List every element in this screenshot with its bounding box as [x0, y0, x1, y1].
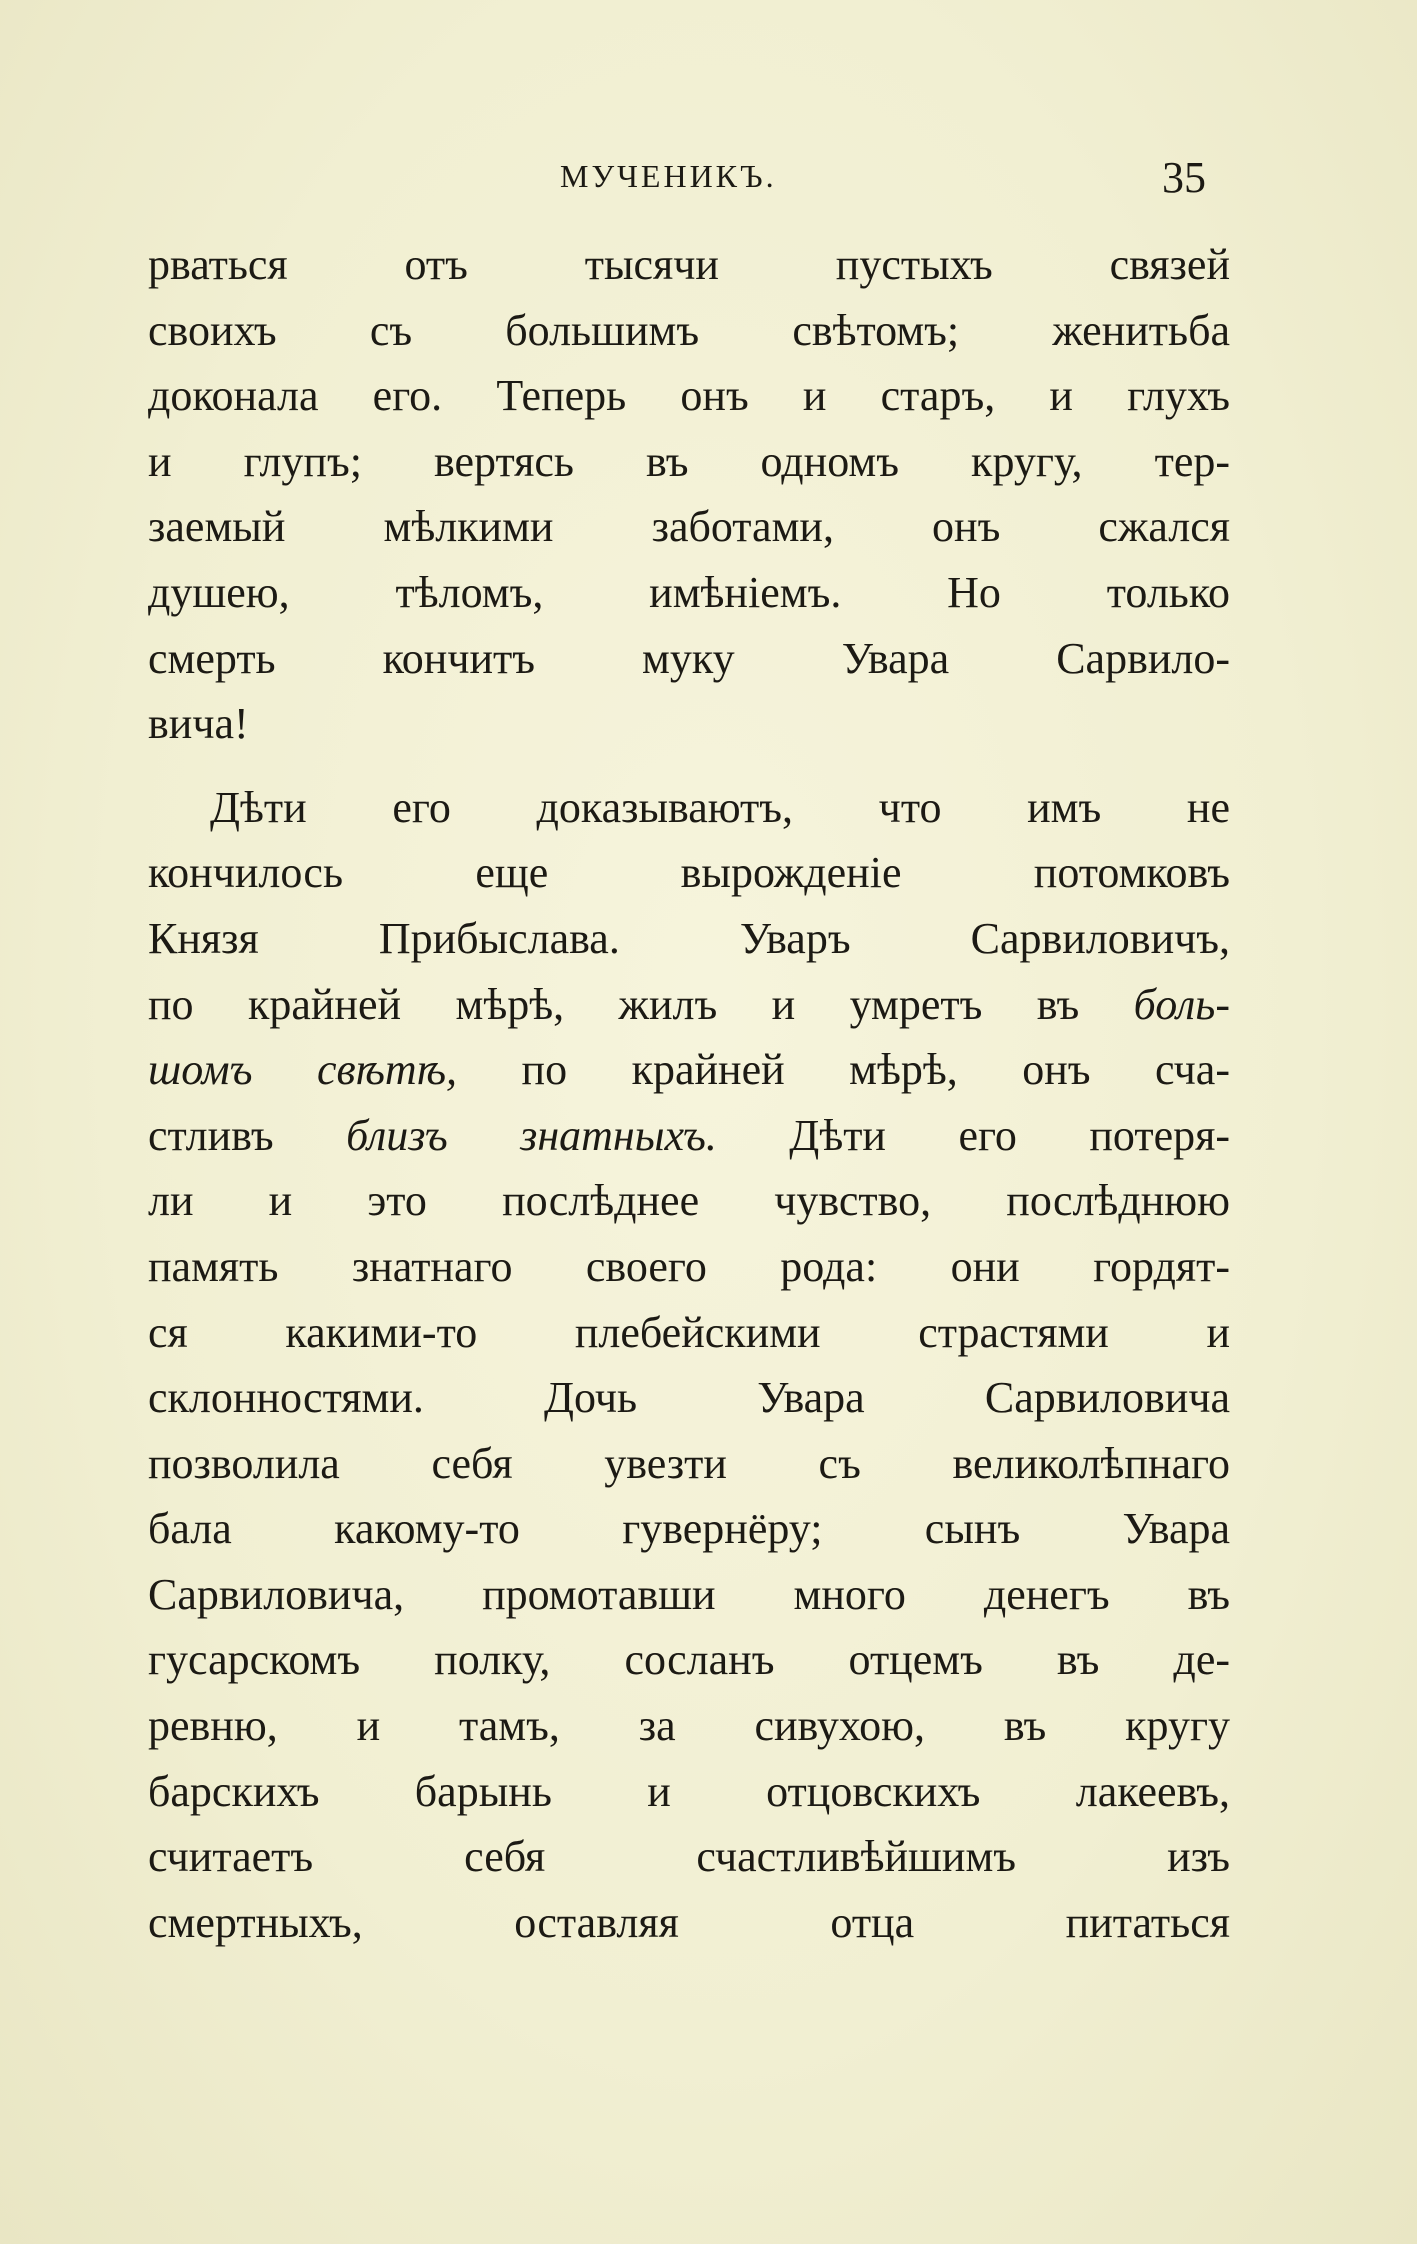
text-line [148, 906, 1230, 972]
text-segment: ли и это послѣднее чувство, послѣднюю [148, 1176, 1230, 1226]
text-segment: рваться отъ тысячи пустыхъ связей [148, 240, 1230, 289]
text-segment: гусарскомъ полку, сосланъ отцемъ въ де- [148, 1635, 1230, 1685]
body-text [148, 232, 1230, 1955]
text-segment: бала какому-то гувернёру; сынъ Увара [148, 1504, 1230, 1554]
text-segment: кончилось еще вырожденіе потомковъ [148, 848, 1230, 898]
text-segment: по крайней мѣрѣ, жилъ и умретъ въ [148, 979, 1134, 1029]
paragraph-gap [148, 757, 1230, 775]
text-segment: вича! [148, 699, 249, 749]
text-segment: считаетъ себя счастливѣйшимъ изъ [148, 1832, 1230, 1882]
text-segment: по крайней мѣрѣ, онъ сча- [457, 1045, 1230, 1095]
text-line [148, 1103, 1230, 1169]
text-line [148, 1037, 1230, 1103]
text-segment: склонностями. Дочь Увара Сарвиловича [148, 1373, 1230, 1423]
text-line [148, 1431, 1230, 1497]
text-segment: своихъ съ большимъ свѣтомъ; женитьба [148, 305, 1230, 355]
running-title: МУЧЕНИКЪ. [560, 158, 777, 194]
text-segment: Князя Прибыслава. Уваръ Сарвиловичъ, [148, 913, 1230, 963]
italic-segment: шомъ свѣтѣ, [148, 1045, 458, 1095]
text-segment: заемый мѣлкими заботами, онъ сжался [148, 502, 1230, 552]
text-line [148, 1300, 1230, 1366]
text-line [148, 972, 1230, 1038]
text-line [148, 1824, 1230, 1890]
text-line [148, 1890, 1230, 1956]
text-segment: Сарвиловича, промотавши много денегъ въ [148, 1569, 1230, 1619]
text-line [148, 626, 1230, 692]
text-segment: смерть кончитъ муку Увара Сарвило- [148, 633, 1230, 683]
text-segment: ся какими-то плебейскими страстями и [148, 1307, 1230, 1357]
text-segment: и глупъ; вертясь въ одномъ кругу, тер- [148, 436, 1230, 486]
text-line [148, 1627, 1230, 1693]
text-line [148, 363, 1230, 429]
text-segment: барскихъ барынь и отцовскихъ лакеевъ, [148, 1766, 1230, 1816]
running-head [0, 152, 1417, 202]
text-segment: смертныхъ, оставляя отца питаться [148, 1897, 1230, 1947]
text-line [148, 840, 1230, 906]
text-line [148, 1562, 1230, 1628]
text-segment: доконала его. Теперь онъ и старъ, и глухъ [148, 371, 1230, 421]
text-segment: Дѣти его доказываютъ, что имъ не [210, 782, 1230, 832]
text-line [148, 429, 1230, 495]
text-line [148, 1168, 1230, 1234]
text-line [148, 1234, 1230, 1300]
text-line [148, 1759, 1230, 1825]
text-line [148, 298, 1230, 364]
text-line [148, 1693, 1230, 1759]
text-line [148, 1365, 1230, 1431]
text-segment: стливъ [148, 1110, 347, 1160]
text-segment: память знатнаго своего рода: они гордят- [148, 1241, 1230, 1291]
italic-segment: боль- [1133, 979, 1230, 1029]
text-segment: душею, тѣломъ, имѣніемъ. Но только [148, 567, 1230, 617]
text-line [148, 560, 1230, 626]
text-segment: позволила себя увезти съ великолѣпнаго [148, 1438, 1230, 1488]
text-line [148, 494, 1230, 560]
page-number: 35 [1162, 153, 1206, 202]
italic-segment: близъ знатныхъ. [346, 1110, 717, 1160]
text-line [148, 1496, 1230, 1562]
text-line [148, 691, 1230, 757]
text-segment: Дѣти его потеря- [716, 1110, 1230, 1160]
text-segment: ревню, и тамъ, за сивухою, въ кругу [148, 1701, 1230, 1751]
text-line [148, 775, 1230, 841]
text-line [148, 232, 1230, 298]
